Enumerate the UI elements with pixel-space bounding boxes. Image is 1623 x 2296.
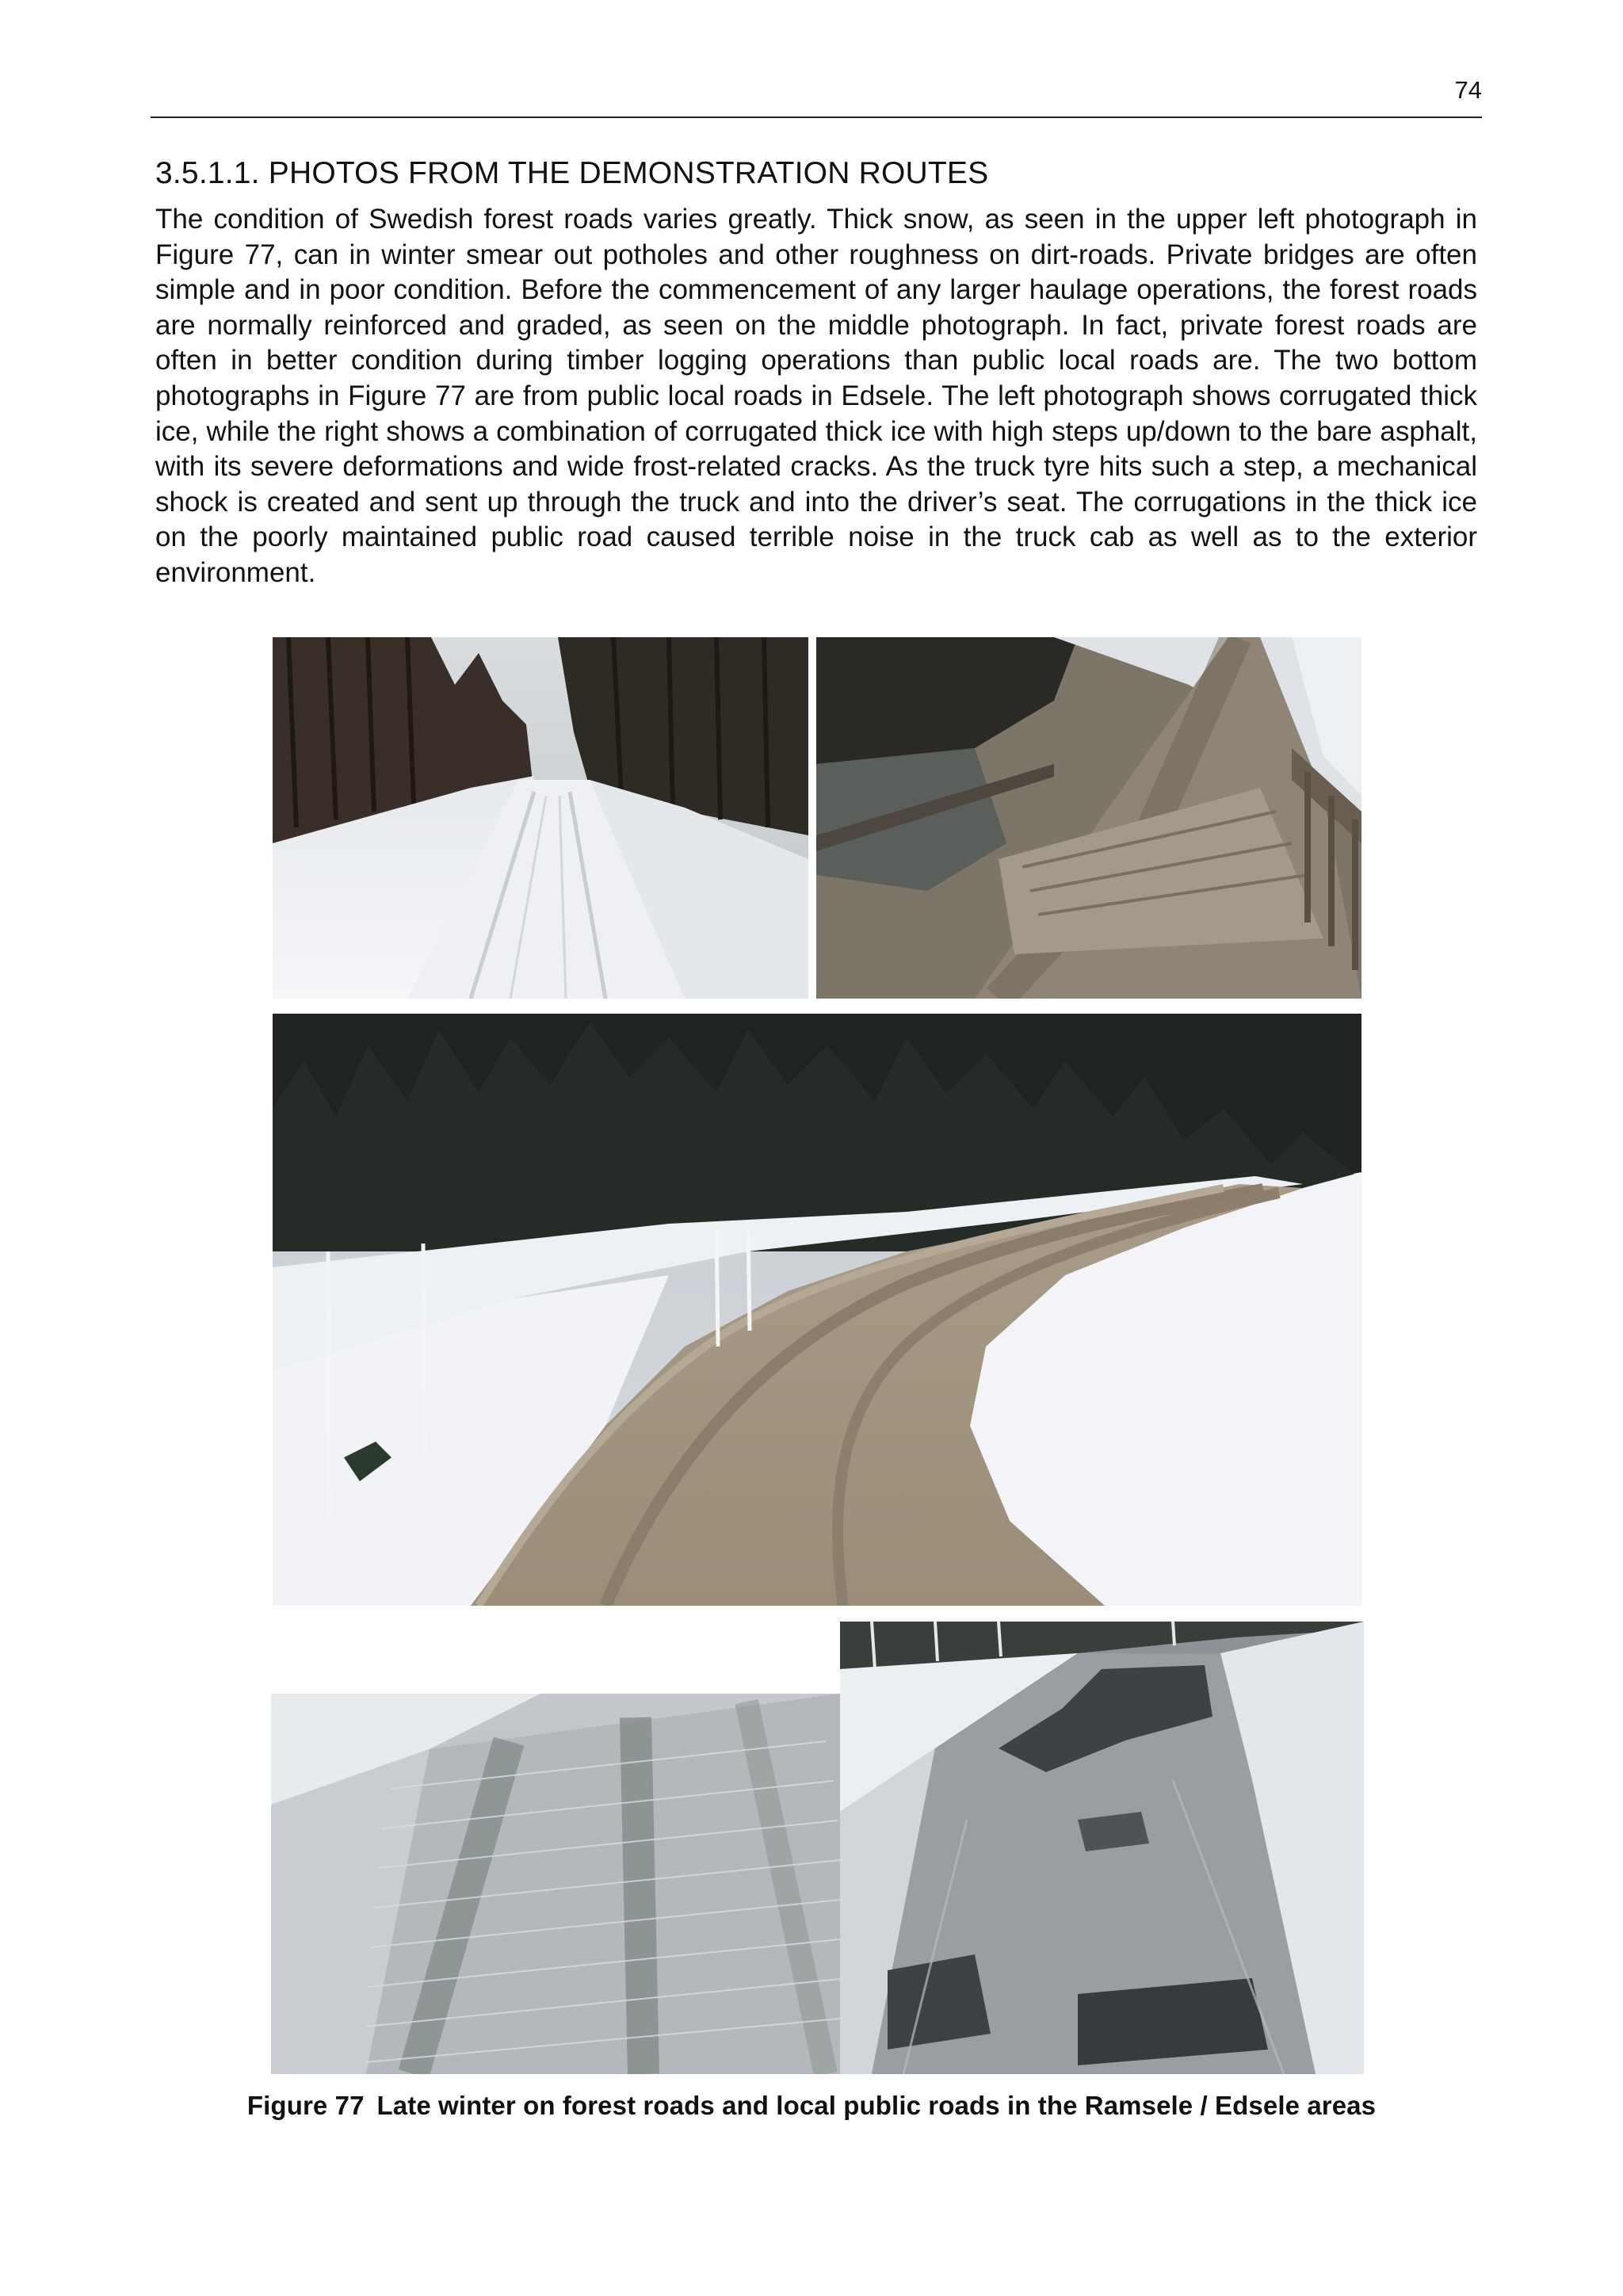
photo-snowy-forest-road [273, 637, 808, 999]
photo-graded-gravel-road [273, 1014, 1361, 1606]
section-heading: 3.5.1.1. PHOTOS FROM THE DEMONSTRATION ROUTES [155, 156, 989, 190]
photo-ice-asphalt-road [840, 1622, 1364, 2074]
figure-label: Figure 77 [246, 2091, 365, 2120]
body-paragraph: The condition of Swedish forest roads varies greatly. Thick snow, as seen in the upper left photograph in Figure 77, can in winter smear out potholes and other roughness on dirt-roads. Private bridges are often simple and in poor condition. Before the commencement of any larger haulage operations, the forest roads are normally reinforced and graded, as seen on the middle photograph. In fact, private forest roads are often in better condition during timber logging operations than public local roads are. The two bottom photographs in Figure 77 are from public local roads in Edsele. The left photograph shows corrugated thick ice, while the right shows a combination of corrugated thick ice with high steps up/down to the bare asphalt, with its severe deformations and wide frost-related cracks. As the truck tyre hits such a step, a mechanical shock is created and sent up through the truck and into the driver’s seat. The corrugations in the thick ice on the poorly maintained public road caused terrible noise in the truck cab as well as to the exterior environment. [155, 204, 1477, 588]
photo-corrugated-ice-road [271, 1694, 840, 2074]
figure-caption-text: Late winter on forest roads and local public roads in the Ramsele / Edsele areas [376, 2091, 1377, 2120]
figure-caption [0, 2091, 1623, 2121]
header-rule [151, 117, 1482, 118]
photo-private-bridge [816, 637, 1361, 999]
page-number: 74 [1454, 76, 1482, 104]
